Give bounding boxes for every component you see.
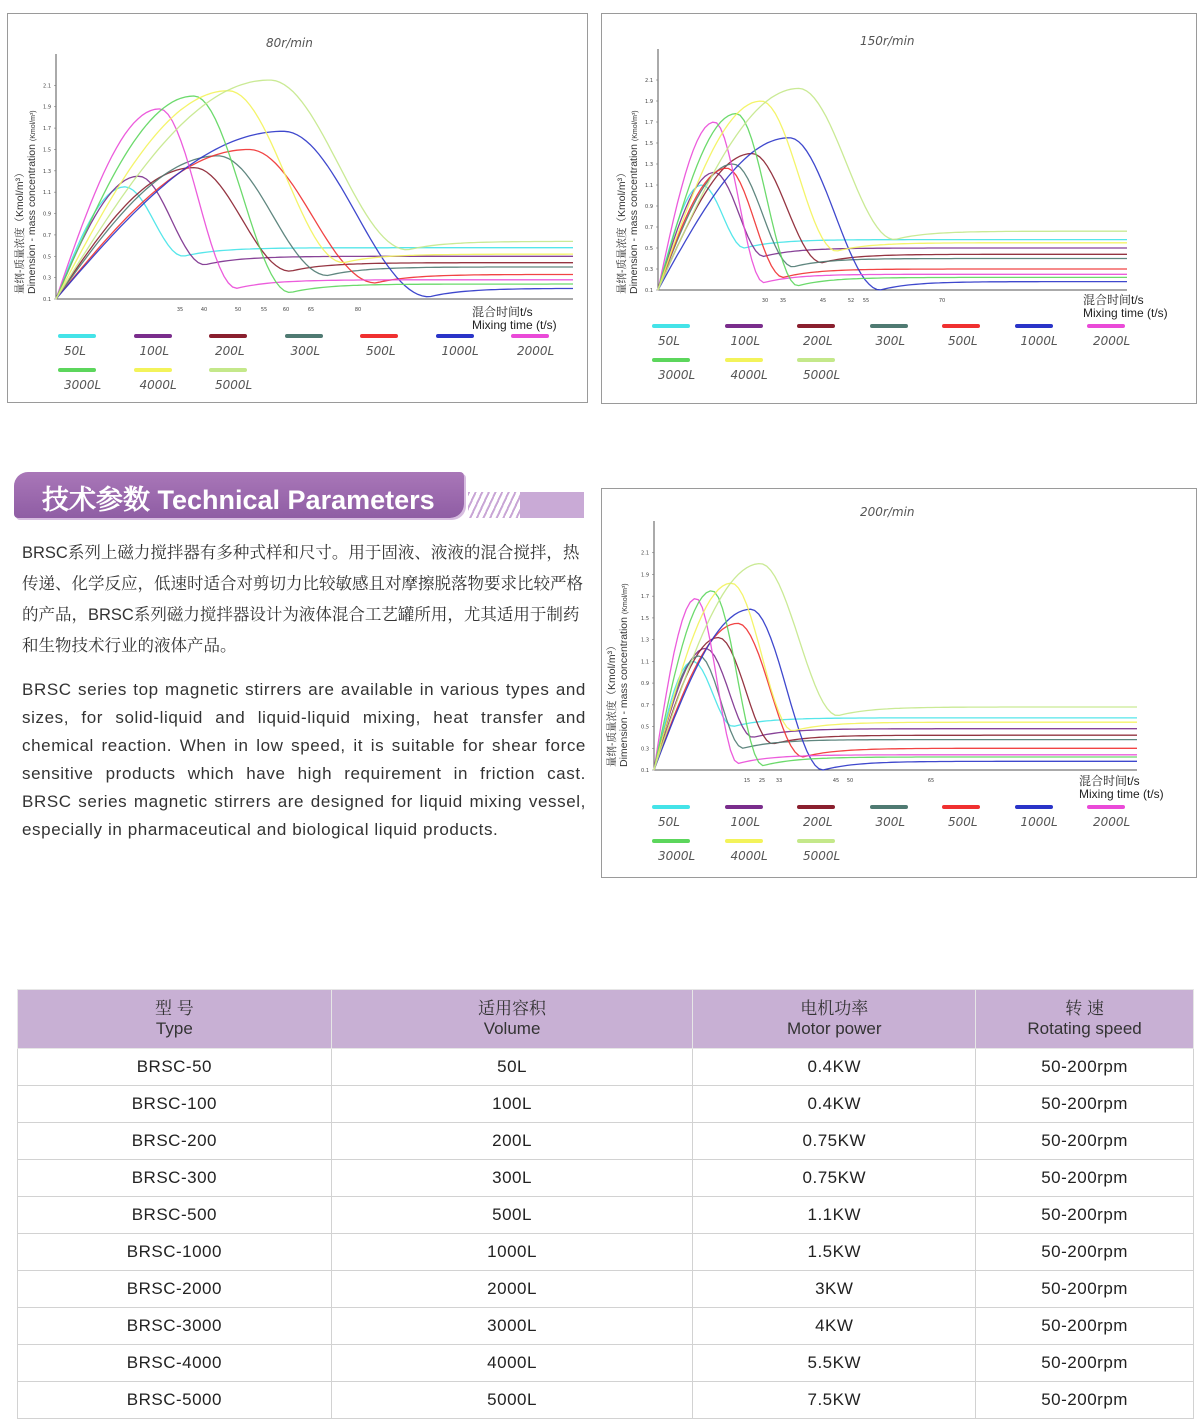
legend-label: 4000L [730,368,768,382]
legend-item [725,324,785,348]
cell-volume: 200L [331,1123,693,1160]
legend-swatch [1015,324,1053,328]
y-tick-label: 2.1 [641,550,649,557]
y-tick-label: 1.3 [641,637,649,644]
legend-label: 500L [366,344,396,358]
legend-item [436,334,496,358]
legend-label: 2000L [1093,815,1131,829]
y-tick-label: 1.3 [645,162,653,168]
legend-item [942,324,1002,348]
chart-title: 80r/min [266,36,313,50]
legend-label: 5000L [803,368,841,382]
y-tick-label: 1.1 [641,659,649,666]
legend-item [797,324,857,348]
legend-swatch [1087,324,1125,328]
y-tick-label: 0.7 [43,232,51,239]
legend-label: 4000L [139,378,177,392]
series-line-5000L [56,80,573,299]
section-heading [14,472,464,518]
cell-motor-power: 4KW [693,1308,976,1345]
x-axis-label [472,306,557,332]
series-line-3000L [654,591,1137,770]
x-tick-label: 45 [832,778,840,784]
legend-label: 2000L [517,344,555,358]
x-axis-label-en: Mixing time (t/s) [1083,306,1168,320]
y-tick-label: 0.3 [645,267,653,273]
legend-item [1015,324,1075,348]
legend-swatch [1015,805,1053,809]
y-axis-label-cn: 量纲-质量浓度（Kmol/m³） [14,167,26,294]
legend-label: 50L [658,334,680,348]
cell-rotating-speed: 50-200rpm [976,1382,1194,1419]
legend-label: 1000L [1020,815,1058,829]
cell-type: BRSC-5000 [18,1382,332,1419]
series-line-500L [56,150,573,300]
legend-swatch [209,334,247,338]
y-tick-label: 1.5 [43,147,51,154]
x-tick-label: 25 [758,778,766,784]
x-tick-label: 40 [200,307,208,313]
legend-swatch [797,324,835,328]
header-volume: 适用容积 Volume [331,990,693,1049]
y-tick-label: 0.5 [645,246,653,252]
legend-item [652,839,712,863]
y-tick-label: 1.5 [641,615,649,622]
legend-swatch [725,358,763,362]
table-row [18,1123,1194,1160]
cell-motor-power: 1.1KW [693,1197,976,1234]
legend-item [725,805,785,829]
legend-swatch [285,334,323,338]
y-tick-label: 1.7 [43,126,51,133]
cell-volume: 300L [331,1160,693,1197]
legend-label: 50L [64,344,86,358]
table-row [18,1160,1194,1197]
legend-swatch [511,334,549,338]
cell-rotating-speed: 50-200rpm [976,1086,1194,1123]
chart-title: 150r/min [860,34,915,48]
legend-label: 200L [215,344,245,358]
x-tick-label: 50 [846,778,854,784]
y-tick-label: 1.5 [645,141,653,147]
legend-swatch [797,805,835,809]
x-tick-label: 55 [260,307,268,313]
legend-item [1087,805,1147,829]
x-tick-label: 65 [307,307,315,313]
legend-swatch [725,839,763,843]
legend-item [797,358,857,382]
legend-swatch [725,324,763,328]
cell-rotating-speed: 50-200rpm [976,1197,1194,1234]
table-row [18,1308,1194,1345]
y-tick-label: 0.9 [641,681,649,688]
y-tick-label: 0.3 [43,275,51,282]
y-tick-label: 0.9 [645,204,653,210]
y-axis-label-en: Dimension - mass concentration (Kmol/m³) [628,110,640,294]
legend-label: 1000L [441,344,479,358]
legend-swatch [209,368,247,372]
cell-volume: 50L [331,1049,693,1086]
cell-rotating-speed: 50-200rpm [976,1160,1194,1197]
x-tick-label: 45 [819,298,827,304]
legend-label: 3000L [658,849,696,863]
series-line-1000L [56,131,573,299]
x-tick-label: 30 [761,298,769,304]
cell-motor-power: 7.5KW [693,1382,976,1419]
legend-label: 100L [730,815,761,829]
y-tick-label: 0.5 [43,254,51,261]
legend-item [1015,805,1075,829]
legend-swatch [870,805,908,809]
cell-motor-power: 0.75KW [693,1123,976,1160]
legend-swatch [942,324,980,328]
legend-swatch [942,805,980,809]
cell-type: BRSC-200 [18,1123,332,1160]
series-line-3000L [658,114,1127,290]
legend-label: 3000L [658,368,696,382]
x-tick-label: 55 [862,298,870,304]
x-tick-label: 35 [779,298,787,304]
y-axis-label-cn: 量纲-质量浓度（Kmol/m³） [606,640,618,767]
cell-type: BRSC-1000 [18,1234,332,1271]
table-row [18,1234,1194,1271]
x-axis-label [1079,775,1164,801]
cell-motor-power: 0.75KW [693,1160,976,1197]
cell-type: BRSC-300 [18,1160,332,1197]
series-line-4000L [658,101,1127,290]
heading-bar [520,492,584,518]
table-row [18,1345,1194,1382]
legend-label: 300L [875,815,906,829]
legend-label: 300L [290,344,321,358]
x-tick-label: 65 [927,778,935,784]
legend-label: 3000L [64,378,102,392]
cell-rotating-speed: 50-200rpm [976,1308,1194,1345]
legend-swatch [652,324,690,328]
legend-label: 1000L [1020,334,1058,348]
cell-volume: 2000L [331,1271,693,1308]
cell-type: BRSC-2000 [18,1271,332,1308]
legend-label: 5000L [803,849,841,863]
y-tick-label: 1.1 [43,190,51,197]
legend-swatch [360,334,398,338]
section-title: 技术参数 Technical Parameters [42,485,435,515]
legend-item [652,358,712,382]
legend-item [870,324,930,348]
legend-item [134,368,194,392]
y-axis-label [606,583,632,767]
legend-item [942,805,1002,829]
legend-label: 5000L [215,378,253,392]
cell-motor-power: 0.4KW [693,1086,976,1123]
cell-motor-power: 5.5KW [693,1345,976,1382]
series-line-1000L [658,138,1127,290]
legend-swatch [58,368,96,372]
y-tick-label: 2.1 [645,78,653,84]
y-tick-label: 1.1 [645,183,653,189]
cell-volume: 500L [331,1197,693,1234]
legend-item [58,368,118,392]
legend-item [285,334,345,358]
series-line-4000L [654,583,1137,770]
y-tick-label: 0.1 [43,297,51,303]
description-cn: BRSC系列上磁力搅拌器有多种式样和尺寸。用于固液、液液的混合搅拌，热传递、化学反应，低速时适合对剪切力比较敏感且对摩擦脱落物要求比较严格的产品，BRSC系列磁力搅拌器设计为液体混合工艺罐所用，尤其适用于制药和生物技术行业的液体产品。 [22,544,583,655]
cell-motor-power: 3KW [693,1271,976,1308]
series-line-50L [654,662,1137,770]
legend-label: 4000L [730,849,768,863]
x-axis-label-en: Mixing time (t/s) [472,318,557,332]
legend-item [725,358,785,382]
chart-80rpm [7,13,588,403]
legend-item [797,839,857,863]
legend-label: 200L [803,334,833,348]
table-row [18,1049,1194,1086]
series-line-200L [654,638,1137,771]
cell-rotating-speed: 50-200rpm [976,1234,1194,1271]
y-tick-label: 1.9 [641,572,649,579]
cell-motor-power: 0.4KW [693,1049,976,1086]
legend-item [209,334,269,358]
legend-item [209,368,269,392]
y-tick-label: 0.3 [641,746,649,753]
y-tick-label: 1.9 [645,99,653,105]
legend-item [58,334,118,358]
y-tick-label: 0.5 [641,724,649,731]
x-axis-label [1083,294,1168,320]
y-axis-label-cn: 量纲-质量浓度（Kmol/m³） [616,167,628,294]
y-tick-label: 1.7 [641,594,649,601]
y-axis-label [616,110,642,294]
legend-swatch [436,334,474,338]
legend-item [797,805,857,829]
cell-type: BRSC-100 [18,1086,332,1123]
x-tick-label: 70 [938,298,946,304]
x-axis-label-cn: 混合时间t/s [472,305,533,319]
cell-volume: 100L [331,1086,693,1123]
cell-type: BRSC-500 [18,1197,332,1234]
series-line-500L [654,623,1137,770]
series-line-100L [654,648,1137,770]
x-axis-label-cn: 混合时间t/s [1079,774,1140,788]
table-row [18,1271,1194,1308]
legend-label: 100L [139,344,170,358]
x-tick-label: 50 [234,307,242,313]
chart-150rpm [601,13,1197,404]
x-tick-label: 60 [282,307,290,313]
series-line-4000L [56,91,573,299]
y-tick-label: 1.9 [43,104,51,111]
legend-label: 500L [948,334,978,348]
legend-label: 2000L [1093,334,1131,348]
legend-swatch [58,334,96,338]
legend-swatch [134,368,172,372]
legend-item [134,334,194,358]
x-tick-label: 52 [847,298,855,304]
cell-rotating-speed: 50-200rpm [976,1345,1194,1382]
y-tick-label: 0.9 [43,211,51,218]
series-line-50L [56,187,573,299]
cell-type: BRSC-3000 [18,1308,332,1345]
table-row [18,1197,1194,1234]
legend-item [652,324,712,348]
cell-rotating-speed: 50-200rpm [976,1049,1194,1086]
description-en: BRSC series top magnetic stirrers are available in various types and sizes, for solid-liquid and liquid-liquid mixing, heat transfer and chemical reaction. When in low speed, it is suitable for shear force sensitive products which have high requirement in friction cast. BRSC series magnetic stirrers are designed for liquid mixing vessel, especially in pharmaceutical and biological liquid products. [22,680,586,839]
legend-item [870,805,930,829]
header-motor-power: 电机功率 Motor power [693,990,976,1049]
y-tick-label: 0.1 [645,288,653,294]
legend-swatch [797,839,835,843]
table-row [18,1086,1194,1123]
series-line-300L [654,656,1137,770]
y-axis-label [14,110,40,294]
x-tick-label: 33 [775,778,783,784]
table-row [18,1382,1194,1419]
cell-volume: 3000L [331,1308,693,1345]
legend-item [511,334,571,358]
x-tick-label: 15 [743,778,751,784]
cell-volume: 4000L [331,1345,693,1382]
legend-label: 500L [948,815,978,829]
x-axis-label-en: Mixing time (t/s) [1079,787,1164,801]
y-tick-label: 0.7 [645,225,653,231]
y-tick-label: 2.1 [43,83,51,90]
cell-volume: 5000L [331,1382,693,1419]
legend-swatch [1087,805,1125,809]
legend-item [360,334,420,358]
x-axis-label-cn: 混合时间t/s [1083,293,1144,307]
legend-label: 300L [875,334,906,348]
y-tick-label: 0.7 [641,702,649,709]
legend-item [725,839,785,863]
series-line-1000L [654,609,1137,770]
header-type: 型 号 Type [18,990,332,1049]
legend-swatch [652,805,690,809]
cell-type: BRSC-50 [18,1049,332,1086]
chart-title: 200r/min [860,505,915,519]
y-axis-label-en: Dimension - mass concentration (Kmol/m³) [618,583,630,767]
cell-volume: 1000L [331,1234,693,1271]
legend-swatch [652,839,690,843]
legend-label: 200L [803,815,833,829]
legend-label: 100L [730,334,761,348]
legend-item [652,805,712,829]
legend-swatch [797,358,835,362]
table-header-row [18,990,1194,1049]
x-tick-label: 35 [176,307,184,313]
y-tick-label: 0.1 [641,768,649,774]
cell-rotating-speed: 50-200rpm [976,1271,1194,1308]
cell-rotating-speed: 50-200rpm [976,1123,1194,1160]
x-tick-label: 80 [354,307,362,313]
header-rotating-speed: 转 速 Rotating speed [976,990,1194,1049]
legend-item [1087,324,1147,348]
legend-swatch [870,324,908,328]
y-tick-label: 1.3 [43,168,51,175]
y-tick-label: 1.7 [645,120,653,126]
spec-table [17,989,1194,1419]
legend-swatch [652,358,690,362]
legend-swatch [134,334,172,338]
legend-swatch [725,805,763,809]
cell-motor-power: 1.5KW [693,1234,976,1271]
legend-label: 50L [658,815,680,829]
chart-200rpm [601,488,1197,878]
cell-type: BRSC-4000 [18,1345,332,1382]
y-axis-label-en: Dimension - mass concentration (Kmol/m³) [26,110,38,294]
